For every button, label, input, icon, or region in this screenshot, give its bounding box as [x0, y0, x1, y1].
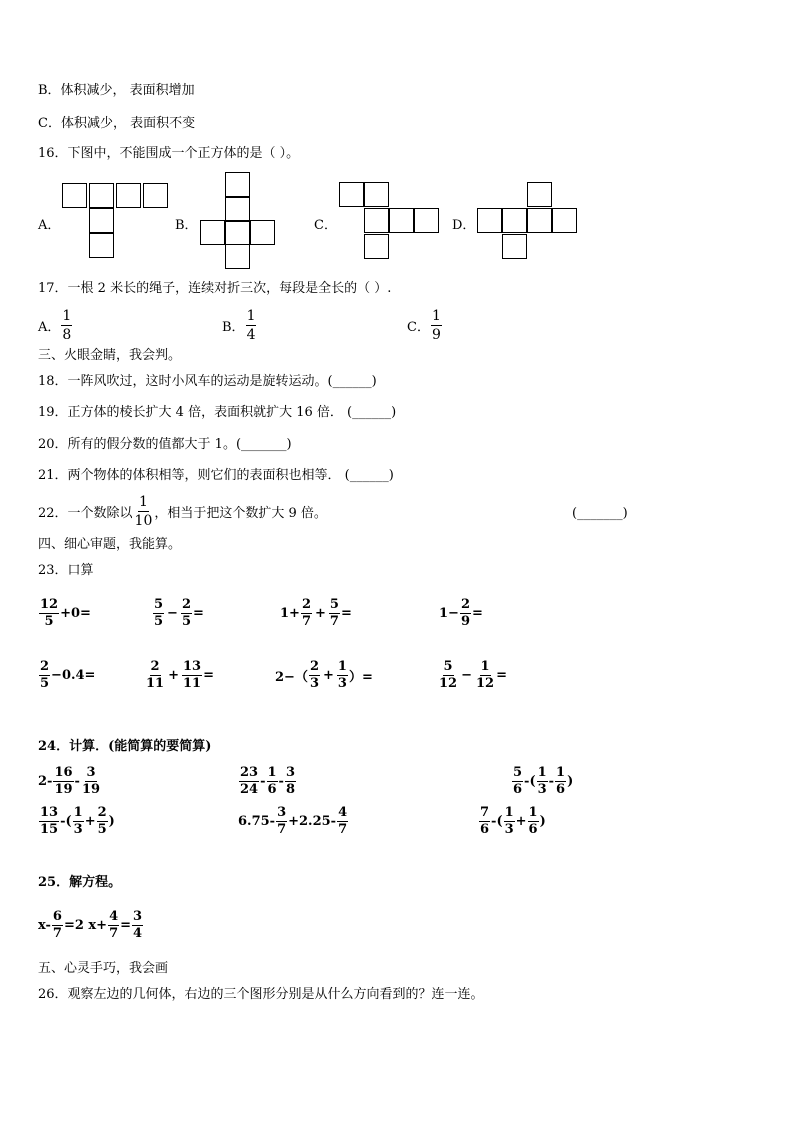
q24-title: 24．计算．(能简算的要简算) [38, 739, 212, 754]
q16-label-b: B． [175, 218, 198, 233]
q23-r2-c4: $\frac{5}{12}$ − $\frac{1}{12}$ = [439, 659, 507, 691]
q15-option-c: C．体积减少， 表面积不变 [38, 116, 196, 131]
q17-option-b: B． $\frac{1}{4}$ [222, 308, 256, 343]
q17-option-a: A． $\frac{1}{8}$ [38, 308, 72, 343]
q22-answer-blank: (_______) [572, 506, 628, 521]
q24-expr-4: $\frac{13}{15}$ -( $\frac{1}{3}$ + $\frac{2}{5}$ ) [40, 805, 115, 837]
q24-expr-2: $\frac{23}{24}$ - $\frac{1}{6}$ - $\frac{3}{8}$ [240, 765, 295, 797]
section-3-title: 三、火眼金睛，我会判。 [38, 348, 182, 363]
q23-r1-c3: 1+ $\frac{2}{7}$ + $\frac{5}{7}$ = [280, 597, 352, 629]
q25-equation: x- $\frac{6}{7}$ =2 x+ $\frac{4}{7}$ = $\frac{3}{4}$ [38, 909, 143, 941]
q16-label-d: D． [452, 218, 476, 233]
q24-expr-1: 2- $\frac{16}{19}$ - $\frac{3}{19}$ [38, 765, 101, 797]
q17-question: 17．一根 2 米长的绳子，连续对折三次，每段是全长的（ ）. [38, 281, 392, 296]
section-4-title: 四、细心审题，我能算。 [38, 537, 182, 552]
q23-r1-c4: 1− $\frac{2}{9}$ = [439, 597, 483, 629]
q24-expr-5: 6.75- $\frac{3}{7}$ +2.25- $\frac{4}{7}$ [238, 805, 348, 837]
q18-question: 18．一阵风吹过，这时小风车的运动是旋转运动。(______) [38, 374, 377, 389]
q17-option-c: C． $\frac{1}{9}$ [407, 308, 441, 343]
q23-r2-c2: $\frac{2}{11}$ + $\frac{13}{11}$ = [146, 659, 214, 691]
q23-title: 23．口算 [38, 563, 94, 578]
q16-question: 16．下图中，不能围成一个正方体的是（ ）。 [38, 146, 300, 161]
q15-option-b: B．体积减少， 表面积增加 [38, 83, 195, 98]
q24-expr-3: $\frac{5}{6}$ -( $\frac{1}{3}$ - $\frac{1}{6}$ ) [513, 765, 574, 797]
q16-label-a: A． [38, 218, 61, 233]
q24-expr-6: $\frac{7}{6}$ -( $\frac{1}{3}$ + $\frac{1}{6}$ ) [480, 805, 546, 837]
q19-question: 19．正方体的棱长扩大 4 倍，表面积就扩大 16 倍． (______) [38, 405, 397, 420]
q23-r1-c2: $\frac{5}{5}$ − $\frac{2}{5}$ = [154, 597, 204, 629]
q23-r2-c3: 2−（ $\frac{2}{3}$ + $\frac{1}{3}$ ）= [275, 659, 373, 691]
q23-r1-c1: $\frac{12}{5}$ +0= [40, 597, 91, 629]
q20-question: 20．所有的假分数的值都大于 1。(_______) [38, 437, 292, 452]
q21-question: 21．两个物体的体积相等，则它们的表面积也相等． (______) [38, 468, 394, 483]
q26-question: 26．观察左边的几何体，右边的三个图形分别是从什么方向看到的？连一连。 [38, 987, 484, 1002]
q22-question: 22．一个数除以 $\frac{1}{10}$ ，相当于把这个数扩大 9 倍。 [38, 494, 327, 529]
q16-label-c: C． [314, 218, 337, 233]
q23-r2-c1: $\frac{2}{5}$ −0.4= [40, 659, 96, 691]
section-5-title: 五、心灵手巧，我会画 [38, 961, 169, 976]
q25-title: 25．解方程。 [38, 875, 122, 890]
